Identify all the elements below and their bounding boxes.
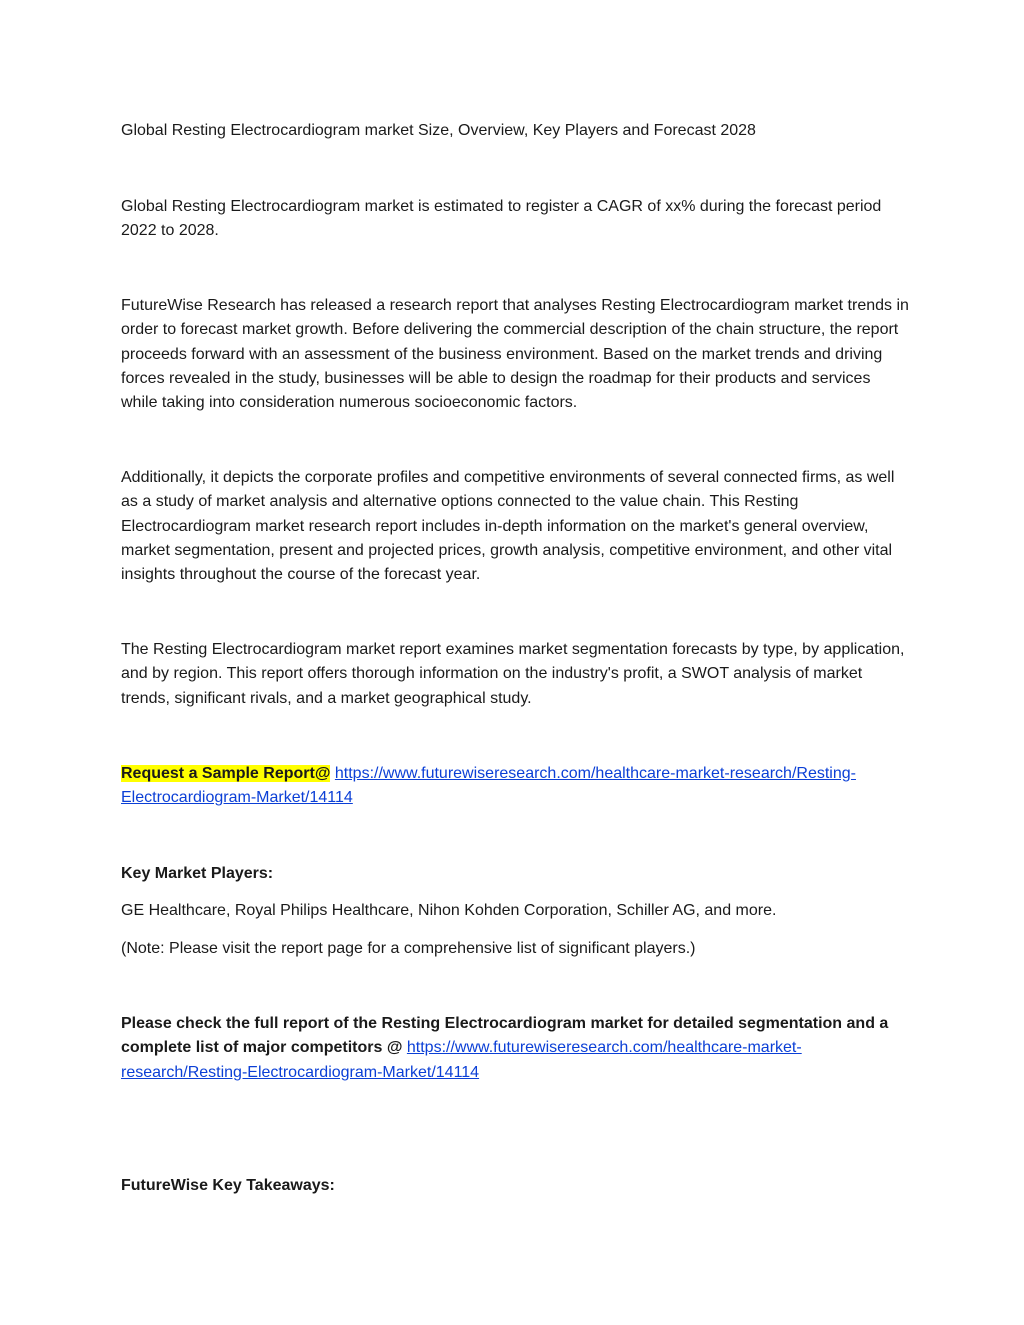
- key-players-note: (Note: Please visit the report page for a comprehensive list of significant players.): [121, 940, 696, 957]
- takeaways-heading: FutureWise Key Takeaways:: [121, 1177, 335, 1194]
- full-report-text: Please check the full report of the Resting Electrocardiogram market for detailed segmentation and a complete list of major competitors @: [121, 1015, 889, 1057]
- key-players-list: GE Healthcare, Royal Philips Healthcare, Nihon Kohden Corporation, Schiller AG, and more.: [121, 902, 777, 919]
- sample-request: [121, 762, 911, 811]
- full-report-link[interactable]: https://www.futurewiseresearch.com/healthcare-market-research/Resting-Electrocardiogram-Market/14114: [121, 1039, 802, 1081]
- research-overview-paragraph: FutureWise Research has released a research report that analyses Resting Electrocardiogram market trends in order to forecast market growth. Before delivering the commercial description of the chain structure, the report proceeds forward with an assessment of the business environment. Based on the market trends and driving forces revealed in the study, businesses will be able to design the roadmap for their products and services while taking into consideration numerous socioeconomic factors.: [121, 297, 909, 412]
- key-players-heading: Key Market Players:: [121, 865, 274, 882]
- sample-request-link[interactable]: https://www.futurewiseresearch.com/healthcare-market-research/Resting-Electrocardiogram-Market/14114: [121, 765, 856, 807]
- intro-paragraph: Global Resting Electrocardiogram market is estimated to register a CAGR of xx% during the forecast period 2022 to 2028.: [121, 198, 882, 240]
- sample-request-label: Request a Sample Report@: [121, 765, 331, 782]
- document-page: [121, 0, 911, 1325]
- document-title: Global Resting Electrocardiogram market Size, Overview, Key Players and Forecast 2028: [121, 122, 756, 139]
- corporate-profiles-paragraph: Additionally, it depicts the corporate profiles and competitive environments of several connected firms, as well as a study of market analysis and alternative options connected to the value chain. This Resting Electrocardiogram market research report includes in-depth information on the market's general overview, market segmentation, present and projected prices, growth analysis, competitive environment, and other vital insights throughout the course of the forecast year.: [121, 469, 895, 584]
- segmentation-paragraph: The Resting Electrocardiogram market report examines market segmentation forecasts by type, by application, and by region. This report offers thorough information on the industry's profit, a SWOT analysis of market trends, significant rivals, and a market geographical study.: [121, 641, 905, 707]
- full-report-callout: [121, 1012, 911, 1085]
